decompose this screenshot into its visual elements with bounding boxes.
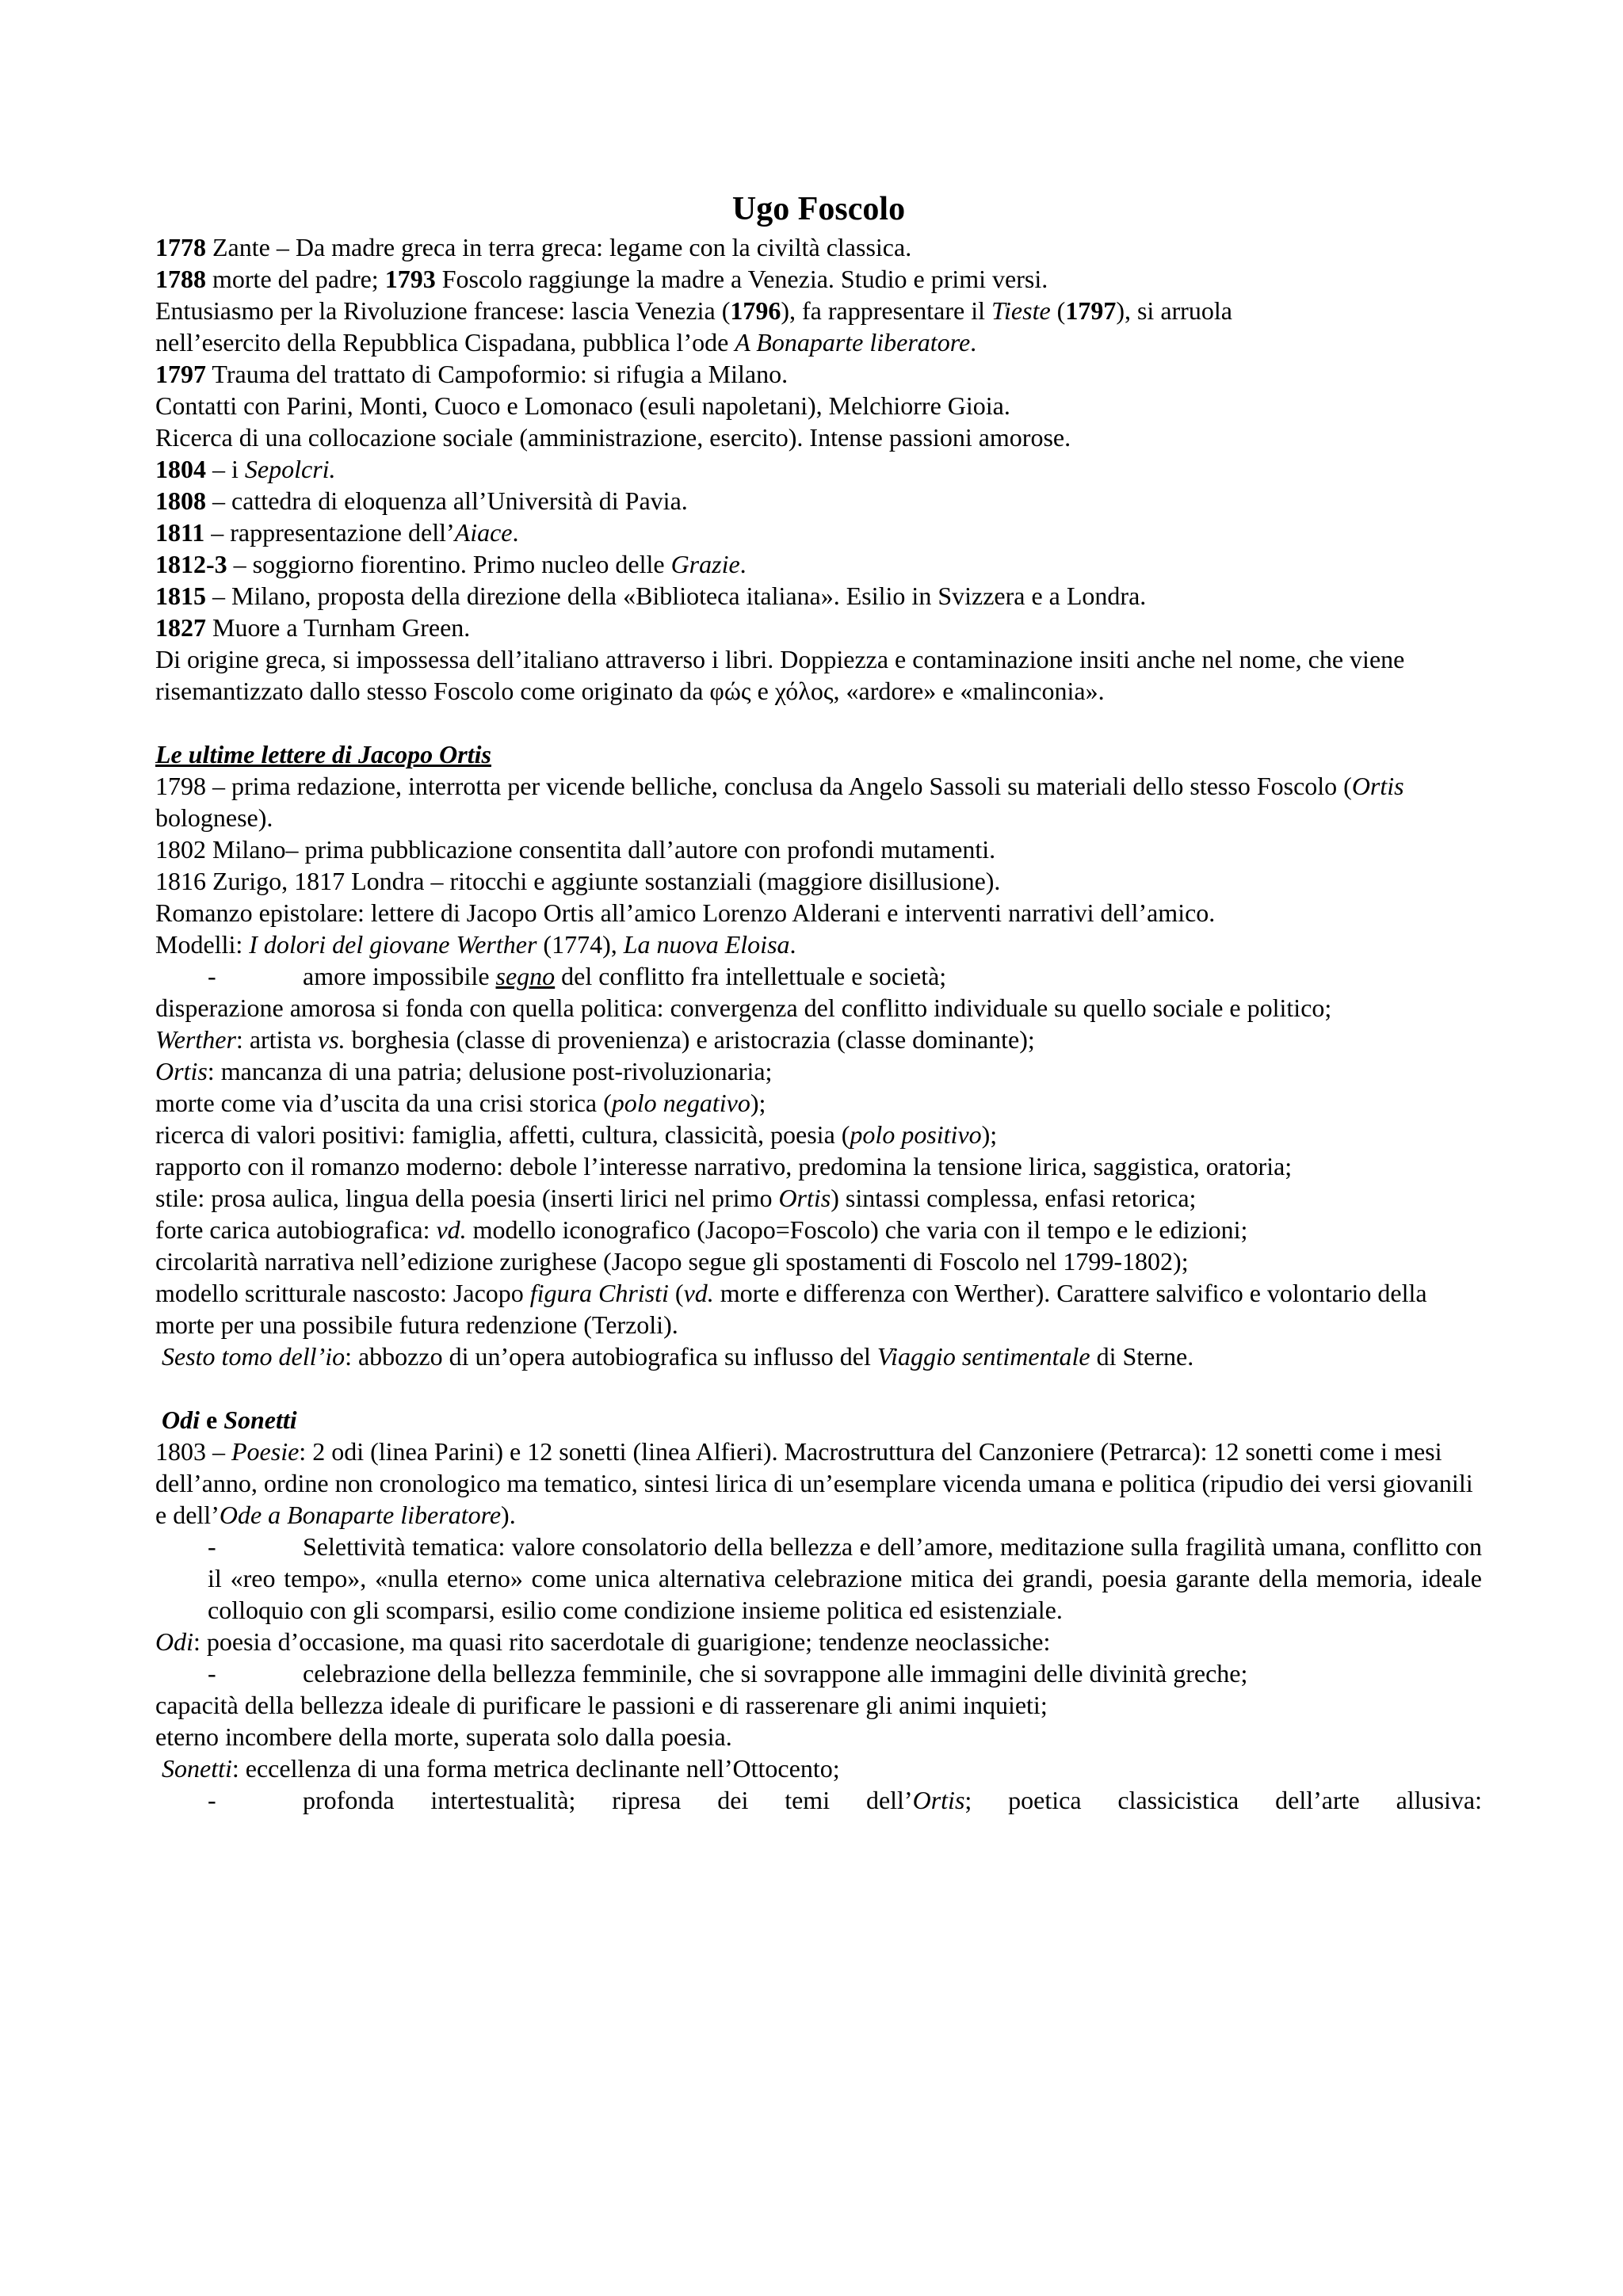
bio-paragraph: Di origine greca, si impossessa dell’italiano attraverso i libri. Doppiezza e contaminazione insiti anche nel nome, che viene risemantizzato dallo stesso Foscolo come originato da φώς e χόλος, «ardore» e «malinconia». — [155, 645, 1405, 705]
dash-marker: - — [208, 962, 216, 990]
ortis-line: ricerca di valori positivi: famiglia, affetti, cultura, classicità, poesia (polo positivo); — [155, 1120, 998, 1149]
dash-marker: - — [208, 1659, 216, 1688]
odi-line: Sonetti: eccellenza di una forma metrica declinante nell’Ottocento; — [162, 1754, 840, 1783]
ortis-line: modello scritturale nascosto: Jacopo figura Christi (vd. morte e differenza con Werther). Carattere salvifico e volontario della morte per una possibile futura redenzione (Terzoli). — [155, 1279, 1427, 1339]
ortis-line: Ortis: mancanza di una patria; delusione post-rivoluzionaria; — [155, 1057, 773, 1085]
bio-line: 1804 – i Sepolcri. — [155, 455, 336, 483]
spacer — [155, 707, 1482, 738]
bullet-item: - celebrazione della bellezza femminile, che si sovrappone alle immagini delle divinità greche; — [208, 1659, 1248, 1688]
bullet-item: - amore impossibile segno del conflitto fra intellettuale e società; — [208, 962, 947, 990]
bio-line: nell’esercito della Repubblica Cispadana, pubblica l’ode A Bonaparte liberatore. — [155, 328, 977, 357]
odi-line: eterno incombere della morte, superata solo dalla poesia. — [155, 1722, 732, 1751]
page-title: Ugo Foscolo — [731, 191, 906, 227]
ortis-line: 1816 Zurigo, 1817 Londra – ritocchi e aggiunte sostanziali (maggiore disillusione). — [155, 867, 1001, 895]
spacer — [155, 1372, 1482, 1404]
odi-line: capacità della bellezza ideale di purificare le passioni e di rasserenare gli animi inquieti; — [155, 1691, 1048, 1719]
ortis-line: Romanzo epistolare: lettere di Jacopo Ortis all’amico Lorenzo Alderani e interventi narrativi dell’amico. — [155, 898, 1216, 927]
bio-line: Contatti con Parini, Monti, Cuoco e Lomonaco (esuli napoletani), Melchiorre Gioia. — [155, 391, 1010, 420]
ortis-line: stile: prosa aulica, lingua della poesia (inserti lirici nel primo Ortis) sintassi complessa, enfasi retorica; — [155, 1184, 1197, 1212]
bio-line: 1812-3 – soggiorno fiorentino. Primo nucleo delle Grazie. — [155, 550, 747, 578]
ortis-paragraph: 1798 – prima redazione, interrotta per vicende belliche, conclusa da Angelo Sassoli su materiali dello stesso Foscolo (Ortis bolognese). — [155, 772, 1404, 832]
bio-line: 1778 Zante – Da madre greca in terra greca: legame con la civiltà classica. — [155, 233, 912, 261]
bio-line: 1797 Trauma del trattato di Campoformio: si rifugia a Milano. — [155, 360, 789, 388]
document-page — [155, 189, 1482, 1816]
bio-line: 1788 morte del padre; 1793 Foscolo raggiunge la madre a Venezia. Studio e primi versi. — [155, 265, 1048, 293]
ortis-line: Modelli: I dolori del giovane Werther (1774), La nuova Eloisa. — [155, 930, 796, 959]
odi-line: Odi: poesia d’occasione, ma quasi rito sacerdotale di guarigione; tendenze neoclassiche: — [155, 1627, 1051, 1656]
section-heading-odi: Odi e Sonetti — [162, 1405, 297, 1434]
ortis-line: Sesto tomo dell’io: abbozzo di un’opera autobiografica su influsso del Viaggio sentimentale di Sterne. — [162, 1342, 1194, 1371]
ortis-line: forte carica autobiografica: vd. modello iconografico (Jacopo=Foscolo) che varia con il tempo e le edizioni; — [155, 1215, 1248, 1244]
ortis-line: circolarità narrativa nell’edizione zurighese (Jacopo segue gli spostamenti di Foscolo nel 1799-1802); — [155, 1247, 1189, 1276]
odi-paragraph: 1803 – Poesie: 2 odi (linea Parini) e 12 sonetti (linea Alfieri). Macrostruttura del Canzoniere (Petrarca): 12 sonetti come i mesi dell’anno, ordine non cronologico ma tematico, sintesi lirica di un’esemplare vicenda umana e politica (ripudio dei versi giovanili e dell’Ode a Bonaparte liberatore). — [155, 1437, 1473, 1529]
bio-line: 1815 – Milano, proposta della direzione della «Biblioteca italiana». Esilio in Svizzera e a Londra. — [155, 582, 1147, 610]
dash-marker: - — [208, 1786, 216, 1814]
bio-line: Ricerca di una collocazione sociale (amministrazione, esercito). Intense passioni amorose. — [155, 423, 1071, 452]
ortis-line: rapporto con il romanzo moderno: debole l’interesse narrativo, predomina la tensione lirica, saggistica, oratoria; — [155, 1152, 1293, 1180]
bullet-item: - Selettività tematica: valore consolatorio della bellezza e dell’amore, meditazione sulla fragilità umana, conflitto con il «reo tempo», «nulla eterno» come unica alternativa celebrazione mitica dei grandi, poesia garante della memoria, ideale colloquio con gli scomparsi, esilio come condizione insieme politica ed esistenziale. — [208, 1532, 1482, 1624]
bio-line: Entusiasmo per la Rivoluzione francese: lascia Venezia (1796), fa rappresentare il Tieste (1797), si arruola — [155, 296, 1232, 325]
dash-marker: - — [208, 1532, 216, 1561]
ortis-line: Werther: artista vs. borghesia (classe di provenienza) e aristocrazia (classe dominante); — [155, 1025, 1035, 1054]
ortis-line: morte come via d’uscita da una crisi storica (polo negativo); — [155, 1089, 766, 1117]
bio-line: 1811 – rappresentazione dell’Aiace. — [155, 518, 519, 547]
ortis-line: 1802 Milano– prima pubblicazione consentita dall’autore con profondi mutamenti. — [155, 835, 996, 864]
ortis-line: disperazione amorosa si fonda con quella politica: convergenza del conflitto individuale su quello sociale e politico; — [155, 994, 1332, 1022]
bullet-item: - profonda intertestualità; ripresa dei temi dell’Ortis; poetica classicistica dell’arte allusiva: — [208, 1786, 1483, 1814]
bio-line: 1827 Muore a Turnham Green. — [155, 613, 471, 642]
section-heading-ortis: Le ultime lettere di Jacopo Ortis — [155, 740, 491, 769]
bio-line: 1808 – cattedra di eloquenza all’Università di Pavia. — [155, 486, 688, 515]
